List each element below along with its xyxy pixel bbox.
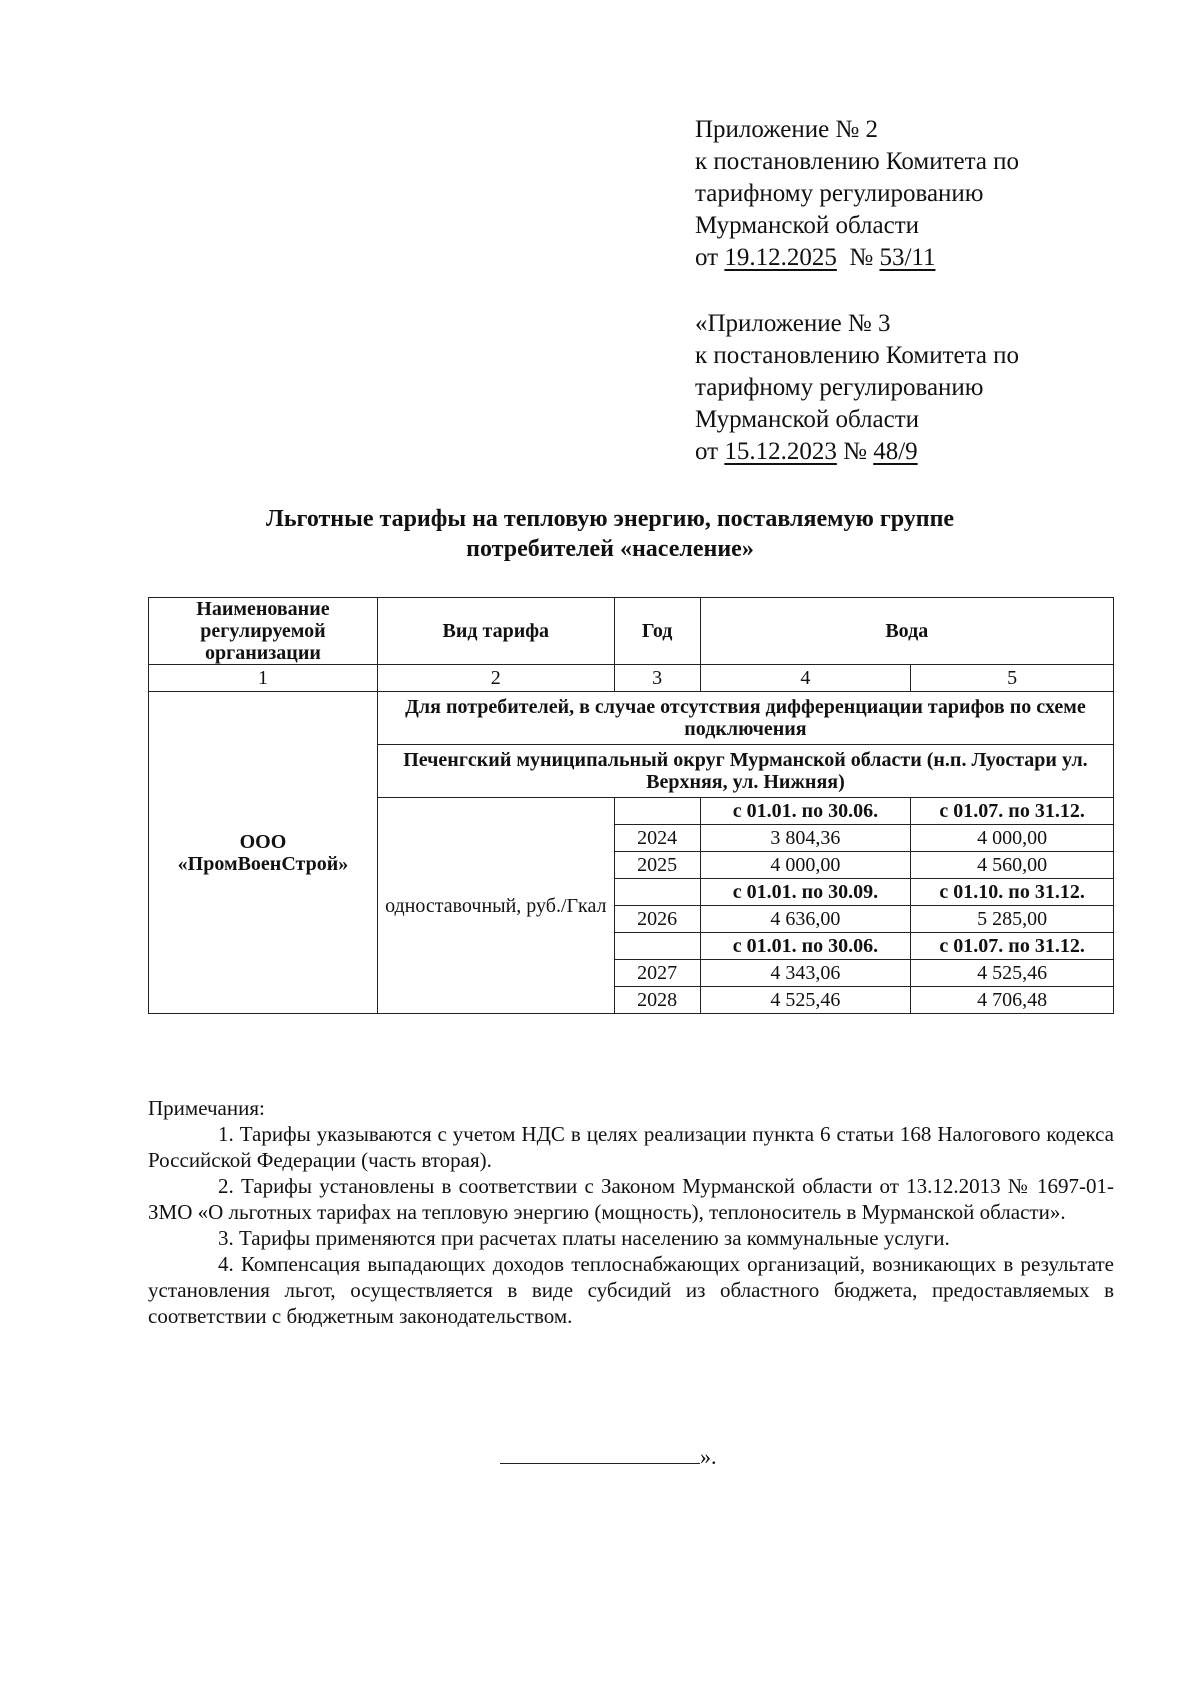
appendix-date-line: [695, 242, 1019, 274]
number-prefix: №: [836, 244, 880, 271]
period-header: с 01.01. по 30.09.: [700, 879, 911, 906]
header-water: Вода: [700, 598, 1113, 665]
notes-title: Примечания:: [148, 1096, 265, 1120]
appendix-line: тарифному регулированию: [695, 180, 984, 207]
appendix-line: тарифному регулированию: [695, 374, 984, 401]
period-header: с 01.10. по 31.12.: [911, 879, 1114, 906]
signature-line: [500, 1445, 700, 1464]
section-note-row: [149, 692, 1114, 745]
note-item: 2. Тарифы установлены в соответствии с Законом Мурманской области от 13.12.2013 № 1697-01-ЗМО «О льготных тарифах на тепловую энергию (мощность), теплоноситель в Мурманской области».: [148, 1174, 1114, 1224]
year-cell: 2026: [614, 906, 700, 933]
appendix-line: к постановлению Комитета по: [695, 342, 1020, 369]
col-number: 5: [911, 665, 1114, 692]
header-year: Год: [614, 598, 700, 665]
year-cell: [614, 879, 700, 906]
year-cell: [614, 933, 700, 960]
appendix-number: 48/9: [873, 438, 918, 465]
value-cell: 4 525,46: [700, 987, 911, 1014]
value-cell: 4 560,00: [911, 852, 1114, 879]
value-cell: 4 525,46: [911, 960, 1114, 987]
appendix-date: 19.12.2025: [724, 244, 837, 271]
closing-mark: ».: [700, 1444, 717, 1469]
header-org: Наименование регулируемой организации: [149, 598, 378, 665]
year-cell: 2025: [614, 852, 700, 879]
year-cell: 2027: [614, 960, 700, 987]
date-prefix: от: [695, 244, 725, 271]
value-cell: 4 343,06: [700, 960, 911, 987]
organization-cell: ООО «ПромВоенСтрой»: [149, 692, 378, 1014]
value-cell: 5 285,00: [911, 906, 1114, 933]
value-cell: 4 000,00: [700, 852, 911, 879]
appendix-line: Мурманской области: [695, 406, 920, 433]
appendix-line: Приложение № 2: [695, 116, 879, 143]
title-line-2: потребителей «население»: [466, 536, 754, 562]
appendix-date-line: [695, 436, 1019, 468]
section-note: Для потребителей, в случае отсутствия дифференциации тарифов по схеме подключения: [377, 692, 1113, 745]
closing-line: [500, 1444, 717, 1470]
year-cell: 2028: [614, 987, 700, 1014]
tariff-table: [148, 597, 1114, 1014]
note-item: 1. Тарифы указываются с учетом НДС в целях реализации пункта 6 статьи 168 Налогового кодекса Российской Федерации (часть вторая).: [148, 1122, 1114, 1172]
note-item: 4. Компенсация выпадающих доходов теплоснабжающих организаций, возникающих в результате установления льгот, осуществляется в виде субсидий из областного бюджета, предоставляемых в соответствии с бюджетным законодательством.: [148, 1252, 1114, 1328]
document-title: [160, 504, 1060, 564]
value-cell: 3 804,36: [700, 825, 911, 852]
appendix-2-header: [695, 114, 1019, 274]
year-cell: 2024: [614, 825, 700, 852]
col-number: 4: [700, 665, 911, 692]
appendix-date: 15.12.2023: [724, 438, 837, 465]
region-cell: Печенгский муниципальный округ Мурманской области (н.п. Луостари ул. Верхняя, ул. Нижняя): [377, 745, 1113, 798]
value-cell: 4 706,48: [911, 987, 1114, 1014]
number-prefix: №: [836, 438, 874, 465]
value-cell: 4 000,00: [911, 825, 1114, 852]
appendix-3-header: [695, 308, 1019, 468]
period-header: с 01.01. по 30.06.: [700, 933, 911, 960]
period-header: с 01.01. по 30.06.: [700, 798, 911, 825]
col-number: 1: [149, 665, 378, 692]
appendix-line: Мурманской области: [695, 212, 920, 239]
note-item: 3. Тарифы применяются при расчетах платы населению за коммунальные услуги.: [218, 1226, 950, 1250]
title-line-1: Льготные тарифы на тепловую энергию, поставляемую группе: [265, 506, 955, 532]
period-header: с 01.07. по 31.12.: [911, 933, 1114, 960]
date-prefix: от: [695, 438, 725, 465]
col-number: 3: [614, 665, 700, 692]
notes-section: [148, 1095, 1114, 1329]
appendix-number: 53/11: [879, 244, 936, 271]
year-cell: [614, 798, 700, 825]
table-header-row: [149, 598, 1114, 665]
col-number: 2: [377, 665, 614, 692]
column-numbers-row: [149, 665, 1114, 692]
appendix-line: к постановлению Комитета по: [695, 148, 1020, 175]
period-header: с 01.07. по 31.12.: [911, 798, 1114, 825]
header-type: Вид тарифа: [377, 598, 614, 665]
tariff-type-cell: одноставочный, руб./Гкал: [377, 798, 614, 1014]
value-cell: 4 636,00: [700, 906, 911, 933]
appendix-line: «Приложение № 3: [695, 310, 891, 337]
